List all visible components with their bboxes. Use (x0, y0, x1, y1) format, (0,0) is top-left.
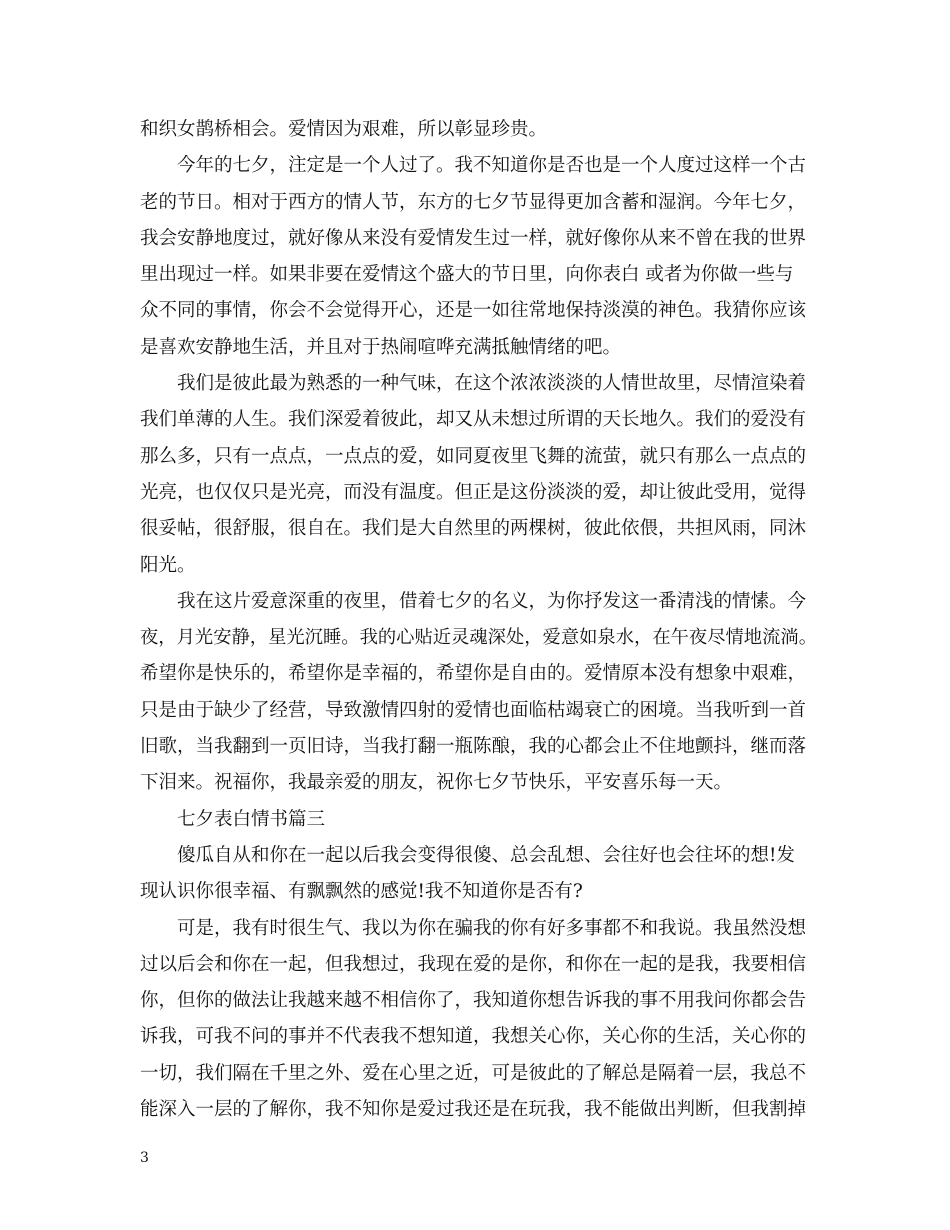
text-line: 光亮，也仅仅只是光亮，而没有温度。但正是这份淡淡的爱，却让彼此受用，觉得 (140, 481, 807, 503)
text-line: 老的节日。相对于西方的情人节，东方的七夕节显得更加含蓄和湿润。今年七夕， (140, 191, 807, 213)
text-line: 旧歌，当我翻到一页旧诗，当我打翻一瓶陈酿，我的心都会止不住地颤抖，继而落 (140, 736, 807, 758)
text-line: 你，但你的做法让我越来越不相信你了，我知道你想告诉我的事不用我问你都会告 (140, 990, 807, 1012)
text-line: 和织女鹊桥相会。爱情因为艰难，所以彰显珍贵。 (140, 119, 548, 140)
document-body (140, 112, 818, 1128)
text-line: 下泪来。祝福你，我最亲爱的朋友，祝你七夕节快乐，平安喜乐每一天。 (140, 772, 733, 794)
text-line: 可是，我有时很生气、我以为你在骗我的你有好多事都不和我说。我虽然没想 (177, 917, 807, 939)
text-line: 一切，我们隔在千里之外、爱在心里之近，可是彼此的了解总是隔着一层，我总不 (140, 1062, 807, 1084)
text-line: 很妥帖，很舒服，很自在。我们是大自然里的两棵树，彼此依偎，共担风雨，同沐 (140, 518, 807, 540)
text-line: 里出现过一样。如果非要在爱情这个盛大的节日里，向你表白 或者为你做一些与 (140, 264, 794, 286)
text-line: 我们是彼此最为熟悉的一种气味，在这个浓浓淡淡的人情世故里，尽情渲染着 (177, 373, 807, 395)
text-line: 我们单薄的人生。我们深爱着彼此，却又从未想过所谓的天长地久。我们的爱没有 (140, 409, 807, 431)
text-line: 那么多，只有一点点，一点点的爱，如同夏夜里飞舞的流萤，就只有那么一点点的 (140, 445, 807, 467)
text-line: 我会安静地度过，就好像从来没有爱情发生过一样，就好像你从来不曾在我的世界 (140, 227, 807, 249)
text-line: 我在这片爱意深重的夜里，借着七夕的名义，为你抒发这一番清浅的情愫。今 (177, 590, 807, 612)
text-line: 阳光。 (140, 554, 196, 576)
text-line: 只是由于缺少了经营，导致激情四射的爱情也面临枯竭衰亡的困境。当我听到一首 (140, 699, 807, 721)
text-line: 傻瓜自从和你在一起以后我会变得很傻、总会乱想、会往好也会往坏的想!发 (177, 844, 795, 866)
text-line: 众不同的事情，你会不会觉得开心，还是一如往常地保持淡漠的神色。我猜你应该 (140, 300, 807, 322)
text-line: 七夕表白情书篇三 (177, 808, 326, 830)
text-line: 诉我，可我不问的事并不代表我不想知道，我想关心你，关心你的生活，关心你的 (140, 1026, 807, 1048)
page-number: 3 (140, 1150, 149, 1166)
text-line: 现认识你很幸福、有飘飘然的感觉!我不知道你是否有? (140, 881, 583, 903)
text-line: 希望你是快乐的，希望你是幸福的，希望你是自由的。爱情原本没有想象中艰难， (140, 663, 807, 685)
text-line: 能深入一层的了解你，我不知你是爱过我还是在玩我，我不能做出判断，但我割掉 (140, 1099, 807, 1121)
text-line: 过以后会和你在一起，但我想过，我现在爱的是你，和你在一起的是我，我要相信 (140, 953, 807, 975)
text-line: 夜，月光安静，星光沉睡。我的心贴近灵魂深处，爱意如泉水，在午夜尽情地流淌。 (140, 627, 817, 649)
text-line: 今年的七夕，注定是一个人过了。我不知道你是否也是一个人度过这样一个古 (177, 155, 807, 177)
text-line: 是喜欢安静地生活，并且对于热闹喧哗充满抵触情绪的吧。 (140, 336, 622, 358)
